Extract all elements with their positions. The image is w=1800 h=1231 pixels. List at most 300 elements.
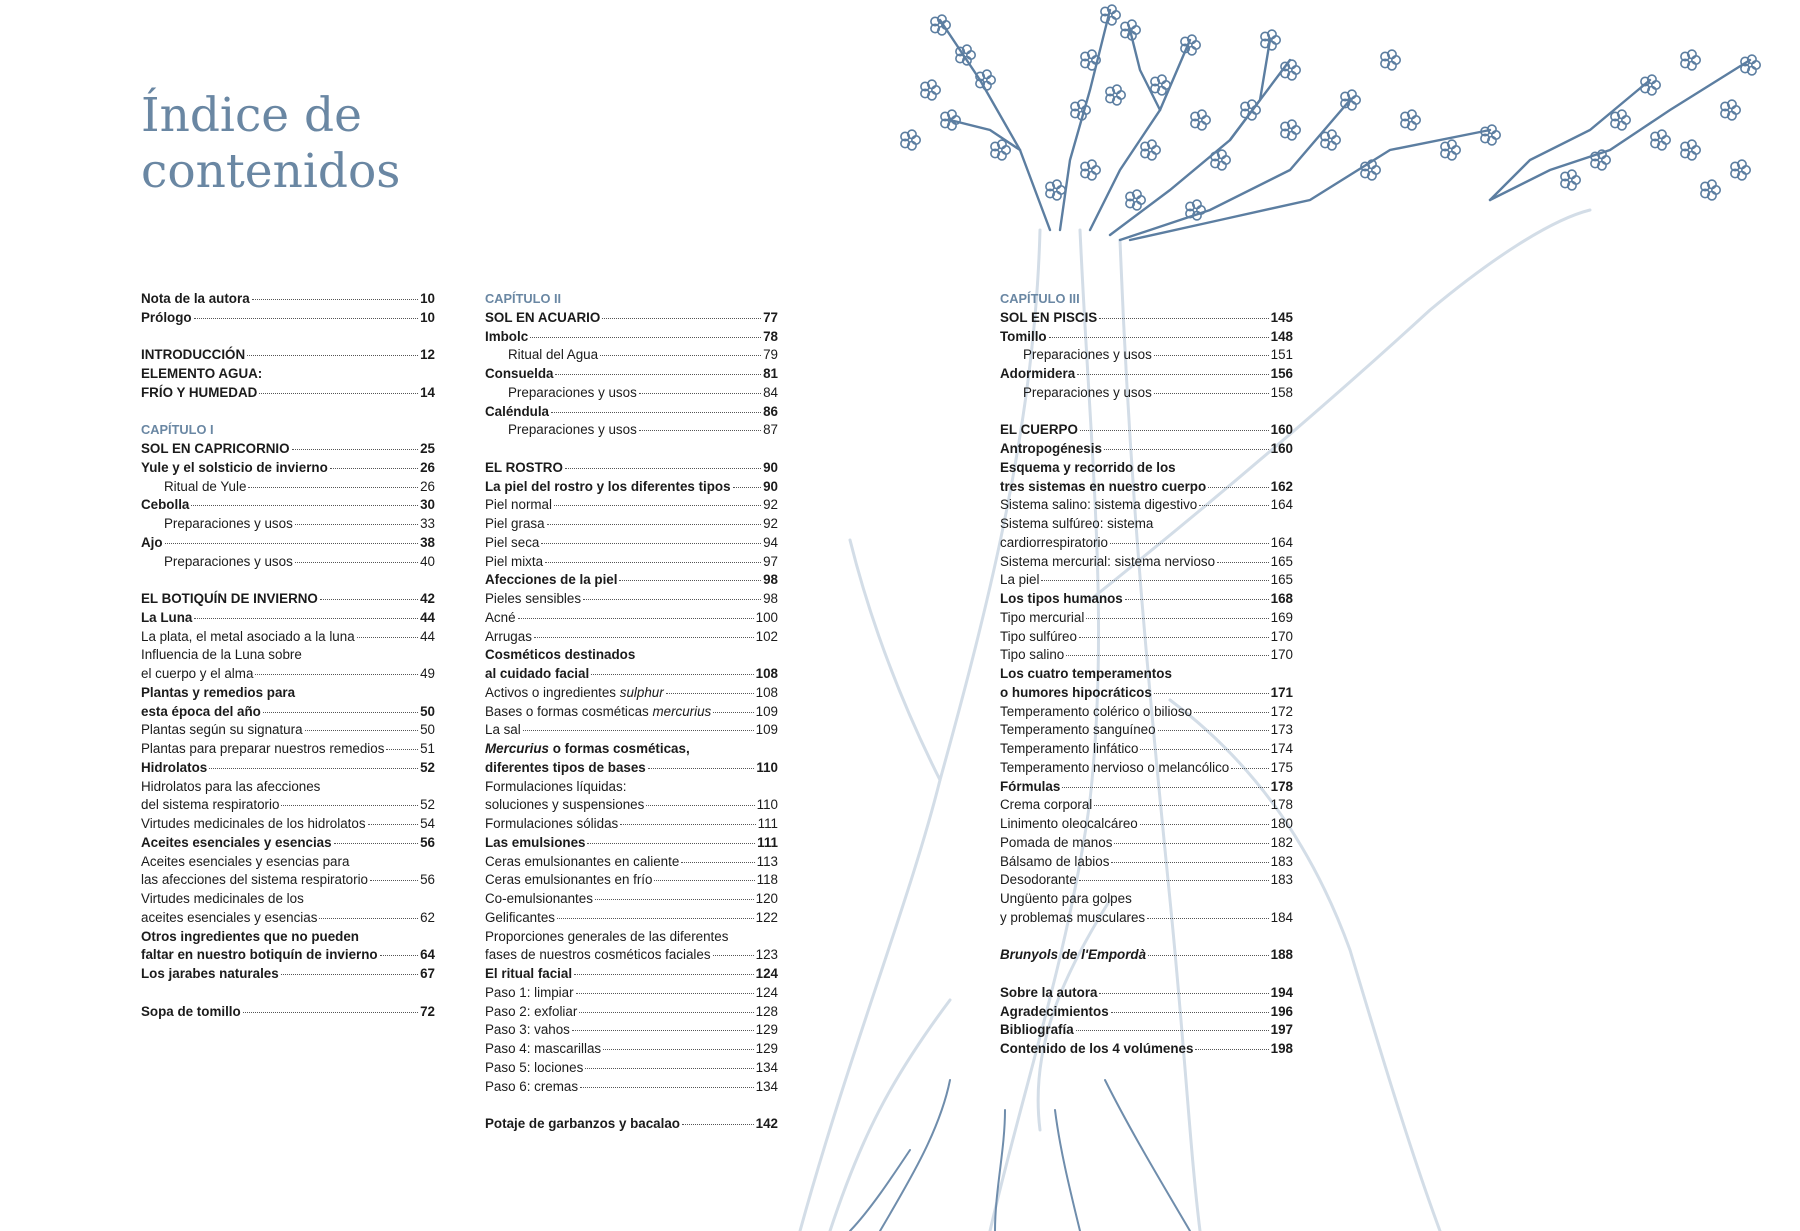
toc-entry[interactable] <box>485 403 778 422</box>
toc-entry[interactable] <box>485 496 778 515</box>
toc-entry[interactable] <box>485 1115 778 1134</box>
toc-entry[interactable] <box>1000 309 1293 328</box>
toc-entry-title <box>1000 703 1192 722</box>
toc-entry-title <box>141 965 279 984</box>
dot-leader <box>1154 355 1269 356</box>
toc-entry-title <box>485 478 731 497</box>
toc-entry[interactable] <box>141 609 435 628</box>
toc-entry-title <box>1000 534 1108 553</box>
toc-entry-text: Paso 4: mascarillas <box>485 1041 602 1056</box>
toc-entry-text: esta época del año <box>141 703 261 719</box>
toc-page-number: 183 <box>1270 853 1293 869</box>
toc-entry-line <box>1000 515 1293 534</box>
toc-entry-text: SOL EN ACUARIO <box>485 309 601 325</box>
dot-leader <box>1208 487 1269 488</box>
toc-entry-text: Ritual del Agua <box>508 347 599 363</box>
blossom-icon <box>1641 75 1660 95</box>
herb-branch-with-roots-icon <box>790 0 1800 1231</box>
toc-page-number: 86 <box>763 403 778 419</box>
toc-page-number: 90 <box>763 459 778 475</box>
toc-entry[interactable] <box>485 421 778 440</box>
toc-entry[interactable] <box>141 909 435 928</box>
toc-page-number: 174 <box>1270 741 1293 756</box>
toc-entry-title <box>141 309 192 328</box>
toc-page-number: 120 <box>755 891 778 906</box>
toc-entry[interactable] <box>141 759 435 778</box>
dot-leader <box>591 674 753 675</box>
toc-entry[interactable] <box>1000 909 1293 928</box>
toc-entry[interactable] <box>1000 496 1293 515</box>
dot-leader <box>281 805 418 806</box>
toc-page-number: 180 <box>1270 816 1293 831</box>
toc-entry[interactable] <box>1000 571 1293 590</box>
toc-page-number: 175 <box>1270 759 1293 775</box>
toc-entry[interactable] <box>1000 365 1293 384</box>
dot-leader <box>682 1124 754 1125</box>
toc-entry-title <box>485 834 585 853</box>
toc-entry[interactable] <box>485 459 778 478</box>
dot-leader <box>518 618 754 619</box>
toc-entry-text: Ceras emulsionantes en caliente <box>485 853 680 869</box>
dot-leader <box>1231 768 1268 769</box>
dot-leader <box>523 730 754 731</box>
toc-page-number: 123 <box>755 947 778 963</box>
blossom-icon <box>1181 35 1200 55</box>
toc-page-number: 40 <box>420 553 435 569</box>
dot-leader <box>639 393 761 394</box>
toc-entry-text: Plantas según su signatura <box>141 722 303 738</box>
dot-leader <box>574 974 754 975</box>
toc-page-number: 178 <box>1270 778 1293 794</box>
blossom-icon <box>976 70 995 90</box>
toc-entry-text: Cosméticos destinados <box>485 647 636 663</box>
toc-entry[interactable] <box>485 1040 778 1059</box>
dot-leader <box>320 599 418 600</box>
toc-entry-line <box>141 928 435 947</box>
toc-entry[interactable] <box>1000 553 1293 572</box>
toc-entry[interactable] <box>141 721 435 740</box>
toc-entry-title <box>141 346 245 365</box>
toc-entry[interactable] <box>485 1021 778 1040</box>
dot-leader <box>595 899 754 900</box>
dot-leader <box>1062 787 1268 788</box>
toc-entry[interactable] <box>485 571 778 590</box>
dot-leader <box>1099 318 1268 319</box>
toc-entry[interactable] <box>141 534 435 553</box>
toc-entry-title <box>1000 590 1123 609</box>
dot-leader <box>603 1049 754 1050</box>
toc-entry-text: La piel del rostro y los diferentes tipos <box>485 478 731 494</box>
toc-page-number: 108 <box>755 666 778 681</box>
toc-entry[interactable] <box>141 815 435 834</box>
blossom-icon <box>1481 125 1500 145</box>
toc-page-number: 56 <box>420 834 435 850</box>
blossom-icon <box>1186 200 1205 220</box>
toc-entry[interactable] <box>485 309 778 328</box>
toc-entry-text: Crema corporal <box>1000 797 1093 813</box>
toc-page-number: 160 <box>1270 441 1293 456</box>
blossom-icon <box>1731 160 1750 180</box>
dot-leader <box>165 543 419 544</box>
toc-entry[interactable] <box>1000 1040 1293 1059</box>
toc-page-number: 77 <box>763 309 778 325</box>
toc-entry[interactable] <box>485 628 778 647</box>
toc-page-number: 26 <box>420 459 435 475</box>
toc-entry-title <box>141 609 192 628</box>
toc-entry[interactable] <box>141 496 435 515</box>
toc-entry[interactable] <box>1000 478 1293 497</box>
toc-entry-text: Aceites esenciales y esencias <box>141 834 332 850</box>
toc-entry[interactable] <box>1000 853 1293 872</box>
dot-leader <box>194 618 418 619</box>
toc-page-number: 102 <box>755 628 778 644</box>
toc-page-number: 72 <box>420 1003 435 1019</box>
toc-entry[interactable] <box>485 384 778 403</box>
toc-entry[interactable] <box>141 515 435 534</box>
toc-entry[interactable] <box>141 665 435 684</box>
toc-entry[interactable] <box>485 721 778 740</box>
dot-leader <box>580 1087 754 1088</box>
toc-entry[interactable] <box>141 871 435 890</box>
toc-entry-text: Temperamento nervioso o melancólico <box>1000 759 1230 775</box>
dot-leader <box>194 318 419 319</box>
dot-leader <box>295 562 418 563</box>
dot-leader <box>576 993 754 994</box>
dot-leader <box>666 693 754 694</box>
toc-entry[interactable] <box>141 965 435 984</box>
toc-entry-text: Activos o ingredientes <box>485 684 617 700</box>
toc-entry-title <box>1000 646 1064 665</box>
toc-entry[interactable] <box>485 703 778 722</box>
dot-leader <box>357 637 418 638</box>
toc-entry[interactable] <box>485 534 778 553</box>
toc-entry[interactable] <box>1000 609 1293 628</box>
dot-leader <box>386 749 418 750</box>
dot-leader <box>305 730 419 731</box>
spacer <box>1000 965 1293 984</box>
toc-entry[interactable] <box>485 871 778 890</box>
toc-entry[interactable] <box>1000 421 1293 440</box>
toc-entry[interactable] <box>1000 834 1293 853</box>
toc-entry-title <box>1000 984 1097 1003</box>
toc-entry[interactable] <box>1000 946 1293 965</box>
toc-entry[interactable] <box>485 1059 778 1078</box>
toc-entry-text: Sobre la autora <box>1000 984 1098 1000</box>
dot-leader <box>654 880 754 881</box>
toc-page-number: 124 <box>755 966 778 981</box>
toc-entry-text: y problemas musculares <box>1000 909 1146 925</box>
toc-entry[interactable] <box>1000 778 1293 797</box>
toc-entry-title <box>141 534 163 553</box>
toc-entry[interactable] <box>485 328 778 347</box>
toc-entry-text: Paso 5: lociones <box>485 1059 584 1075</box>
toc-entry[interactable] <box>485 796 778 815</box>
toc-entry-line <box>485 740 778 759</box>
toc-entry-title <box>485 1115 680 1134</box>
toc-page-number: 109 <box>755 703 778 719</box>
toc-page-number: 52 <box>420 797 435 813</box>
toc-entry[interactable] <box>141 740 435 759</box>
chapter-heading: CAPÍTULO III <box>1000 291 1080 306</box>
toc-entry[interactable] <box>1000 703 1293 722</box>
toc-entry-text: soluciones y suspensiones <box>485 797 645 813</box>
toc-entry-text: Linimento oleocalcáreo <box>1000 816 1138 831</box>
page-title-line-1: Índice de <box>141 88 362 143</box>
toc-entry-title <box>485 890 593 909</box>
dot-leader <box>295 524 418 525</box>
toc-entry-text: Tomillo <box>1000 328 1047 344</box>
dot-leader <box>1140 824 1269 825</box>
toc-entry-text: Desodorante <box>1000 872 1077 888</box>
toc-entry-title <box>485 796 644 815</box>
toc-entry[interactable] <box>485 553 778 572</box>
spacer <box>1000 403 1293 422</box>
toc-page-number: 194 <box>1270 984 1293 1000</box>
toc-entry[interactable] <box>141 703 435 722</box>
dot-leader <box>370 880 418 881</box>
toc-entry[interactable] <box>485 590 778 609</box>
toc-entry-title <box>1000 440 1102 459</box>
toc-entry[interactable] <box>485 665 778 684</box>
toc-entry-text: Arrugas <box>485 628 532 644</box>
dot-leader <box>619 580 761 581</box>
toc-entry-text: aceites esenciales y esencias <box>141 909 318 925</box>
toc-entry-title <box>141 384 257 403</box>
toc-entry[interactable] <box>141 553 435 572</box>
toc-page-number: 111 <box>757 834 778 850</box>
toc-entry-line <box>1000 665 1293 684</box>
toc-entry[interactable] <box>1000 684 1293 703</box>
toc-entry-text: Paso 3: vahos <box>485 1022 570 1038</box>
toc-page-number: 54 <box>420 816 435 831</box>
blossom-icon <box>991 140 1010 160</box>
toc-page-number: 10 <box>420 309 435 325</box>
blossom-icon <box>1441 140 1460 160</box>
toc-page-number: 109 <box>755 722 778 738</box>
spacer <box>485 1096 778 1115</box>
dot-leader <box>648 768 755 769</box>
toc-entry[interactable] <box>141 459 435 478</box>
toc-entry-text: Bálsamo de labios <box>1000 853 1110 869</box>
toc-page-number: 182 <box>1270 834 1293 850</box>
dot-leader <box>620 824 755 825</box>
branch-stem <box>1130 30 1160 110</box>
dot-leader <box>248 487 418 488</box>
toc-page-number: 26 <box>420 478 435 494</box>
toc-entry[interactable] <box>141 946 435 965</box>
toc-entry-text: Plantas y remedios para <box>141 684 296 700</box>
toc-entry-text: tres sistemas en nuestro cuerpo <box>1000 478 1207 494</box>
toc-entry-title <box>1000 1040 1193 1059</box>
toc-entry-text: al cuidado facial <box>485 666 590 681</box>
toc-entry[interactable] <box>141 384 435 403</box>
toc-entry-text: Prólogo <box>141 309 192 325</box>
toc-entry[interactable] <box>141 346 435 365</box>
toc-entry-title <box>485 328 528 347</box>
toc-entry-title <box>1000 478 1206 497</box>
toc-entry[interactable] <box>485 965 778 984</box>
toc-entry[interactable] <box>485 834 778 853</box>
toc-entry-title <box>1000 815 1138 834</box>
dot-leader <box>1111 862 1268 863</box>
toc-entry-text: Las emulsiones <box>485 834 586 850</box>
toc-entry[interactable] <box>1000 384 1293 403</box>
toc-page-number: 64 <box>420 947 435 963</box>
spacer <box>141 571 435 590</box>
toc-entry[interactable] <box>1000 328 1293 347</box>
toc-entry[interactable] <box>1000 740 1293 759</box>
toc-entry[interactable] <box>141 1003 435 1022</box>
branch-stem <box>1060 10 1110 230</box>
toc-entry[interactable] <box>485 609 778 628</box>
toc-entry[interactable] <box>485 909 778 928</box>
toc-entry[interactable] <box>485 984 778 1003</box>
toc-entry-text: La plata, el metal asociado a la luna <box>141 628 355 644</box>
toc-entry-text: Preparaciones y usos <box>164 553 293 569</box>
toc-entry-text: Preparaciones y usos <box>1023 384 1152 400</box>
toc-entry[interactable] <box>141 290 435 309</box>
toc-entry-title <box>1000 909 1145 928</box>
toc-entry-text: Fórmulas <box>1000 778 1061 794</box>
toc-entry[interactable] <box>141 309 435 328</box>
blossom-icon <box>1401 110 1420 130</box>
dot-leader <box>247 355 418 356</box>
blossom-icon <box>1081 160 1100 180</box>
toc-entry[interactable] <box>1000 590 1293 609</box>
toc-entry-text: cardiorrespiratorio <box>1000 534 1108 550</box>
toc-page-number: 108 <box>755 684 778 700</box>
toc-column-2 <box>485 290 778 1134</box>
toc-entry[interactable] <box>1000 796 1293 815</box>
toc-page-number: 169 <box>1270 609 1293 625</box>
dot-leader <box>547 524 762 525</box>
toc-entry-text: Ceras emulsionantes en frío <box>485 872 653 888</box>
toc-entry-line <box>141 778 435 797</box>
toc-page-number: 129 <box>755 1041 778 1056</box>
blossom-icon <box>1191 110 1210 130</box>
toc-page-number: 94 <box>763 534 778 550</box>
toc-entry-text: EL ROSTRO <box>485 459 563 475</box>
toc-entry[interactable] <box>1000 984 1293 1003</box>
toc-entry[interactable] <box>1000 346 1293 365</box>
toc-entry[interactable] <box>1000 759 1293 778</box>
toc-page-number: 162 <box>1270 478 1293 494</box>
toc-entry-title <box>141 1003 241 1022</box>
toc-entry-title <box>485 1059 583 1078</box>
toc-entry-text: Temperamento linfático <box>1000 741 1139 756</box>
toc-entry[interactable] <box>485 890 778 909</box>
toc-entry[interactable] <box>485 1078 778 1097</box>
toc-page-number: 160 <box>1270 422 1293 438</box>
dot-leader <box>1041 580 1268 581</box>
toc-entry[interactable] <box>141 440 435 459</box>
toc-page-number: 129 <box>755 1022 778 1038</box>
dot-leader <box>1199 505 1268 506</box>
toc-entry-title <box>141 703 261 722</box>
toc-entry[interactable] <box>1000 1021 1293 1040</box>
toc-page-number: 90 <box>763 478 778 494</box>
toc-page-number: 98 <box>763 572 778 588</box>
toc-entry[interactable] <box>485 853 778 872</box>
toc-entry[interactable] <box>1000 534 1293 553</box>
toc-entry-title <box>141 459 328 478</box>
toc-entry[interactable] <box>485 815 778 834</box>
dot-leader <box>263 712 418 713</box>
toc-entry[interactable] <box>1000 815 1293 834</box>
toc-entry-text: Los cuatro temperamentos <box>1000 666 1172 681</box>
toc-entry-text: Pieles sensibles <box>485 591 582 606</box>
toc-entry[interactable] <box>485 478 778 497</box>
toc-entry[interactable] <box>141 478 435 497</box>
toc-page-number: 84 <box>763 384 778 400</box>
dot-leader <box>319 918 418 919</box>
toc-entry[interactable] <box>1000 871 1293 890</box>
toc-entry[interactable] <box>1000 646 1293 665</box>
toc-entry-title <box>1000 309 1097 328</box>
toc-entry[interactable] <box>485 515 778 534</box>
toc-entry-text: Caléndula <box>485 403 549 419</box>
blossom-icon <box>1281 60 1300 80</box>
dot-leader <box>587 843 755 844</box>
toc-page-number: 151 <box>1270 347 1293 363</box>
toc-entry-text: Agradecimientos <box>1000 1003 1109 1019</box>
toc-entry[interactable] <box>485 365 778 384</box>
toc-page-number: 111 <box>757 816 778 831</box>
toc-entry[interactable] <box>141 590 435 609</box>
dot-leader <box>733 487 762 488</box>
toc-page-number: 25 <box>420 441 435 456</box>
toc-entry-text: Preparaciones y usos <box>508 422 637 438</box>
toc-entry[interactable] <box>141 628 435 647</box>
chapter-heading: CAPÍTULO II <box>485 291 562 306</box>
toc-entry-title <box>141 740 384 759</box>
toc-entry[interactable] <box>485 759 778 778</box>
dot-leader <box>600 355 761 356</box>
toc-entry-title <box>1000 553 1215 572</box>
toc-entry-title <box>485 853 679 872</box>
toc-entry[interactable] <box>485 346 778 365</box>
toc-entry[interactable] <box>1000 440 1293 459</box>
toc-entry[interactable] <box>1000 1003 1293 1022</box>
toc-page-number: 164 <box>1270 497 1293 513</box>
toc-entry-text: o formas cosméticas, <box>549 741 690 756</box>
toc-page-number: 12 <box>420 347 435 363</box>
dot-leader <box>583 599 761 600</box>
blossom-icon <box>1046 180 1065 200</box>
toc-entry[interactable] <box>485 1003 778 1022</box>
dot-leader <box>1125 599 1269 600</box>
blossom-icon <box>1701 180 1720 200</box>
dot-leader <box>585 1068 753 1069</box>
toc-entry-text: Ajo <box>141 534 163 550</box>
toc-entry-title <box>141 590 318 609</box>
toc-entry-text: Brunyols de l'Empordà <box>1000 947 1147 963</box>
toc-entry[interactable] <box>141 834 435 853</box>
dot-leader <box>1066 655 1268 656</box>
toc-entry[interactable] <box>1000 721 1293 740</box>
toc-entry-text: Los tipos humanos <box>1000 591 1123 606</box>
toc-entry-text: FRÍO Y HUMEDAD <box>141 384 258 400</box>
toc-page-number: 178 <box>1270 797 1293 813</box>
toc-entry-text: Influencia de la Luna sobre <box>141 647 302 663</box>
blossom-icon <box>1281 120 1300 140</box>
toc-entry[interactable] <box>1000 628 1293 647</box>
dot-leader <box>1079 880 1269 881</box>
toc-entry[interactable] <box>485 946 778 965</box>
toc-entry[interactable] <box>485 684 778 703</box>
toc-entry[interactable] <box>141 796 435 815</box>
toc-entry-text: Plantas para preparar nuestros remedios <box>141 741 385 756</box>
